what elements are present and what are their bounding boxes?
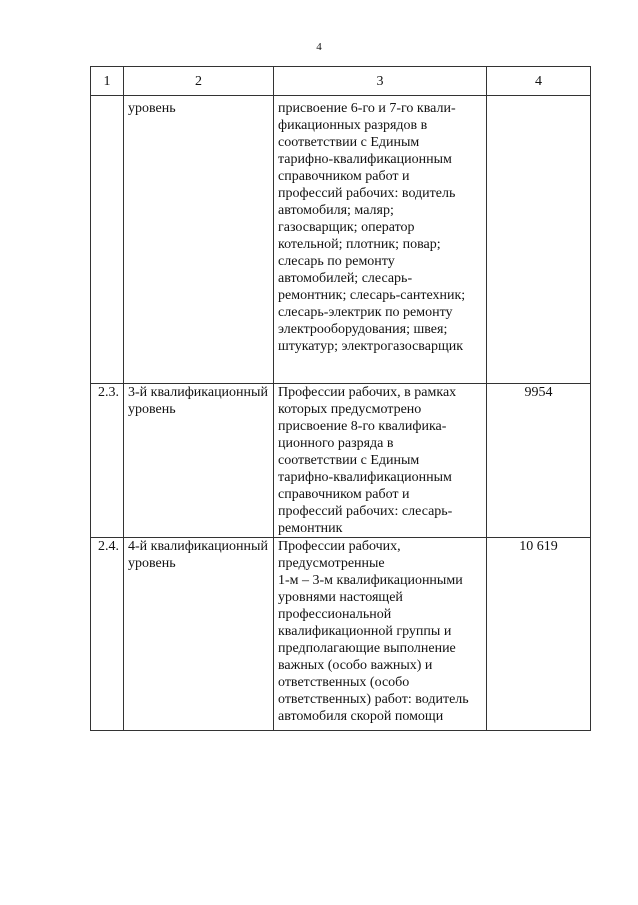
description-line: котельной; плотник; повар; — [278, 237, 441, 252]
table-row — [91, 384, 591, 538]
description-line: которых предусмотрено — [278, 402, 422, 417]
description-line: справочником работ и — [278, 169, 410, 184]
description-line: важных (особо важных) и — [278, 658, 433, 673]
table-row — [91, 538, 591, 731]
profession-description — [274, 384, 487, 538]
column-header: 1 — [91, 67, 124, 96]
profession-description — [274, 96, 487, 384]
description-line: ремонтник; слесарь-сантехник; — [278, 288, 466, 303]
salary-value — [487, 96, 591, 384]
page-number: 4 — [316, 41, 322, 53]
qualification-level: 4-й квалификационный уровень — [124, 538, 274, 731]
row-number: 2.3. — [91, 384, 124, 538]
description-line: штукатур; электрогазосварщик — [278, 339, 464, 354]
description-line: ционного разряда в — [278, 436, 394, 451]
description-line: соответствии с Единым — [278, 453, 420, 468]
description-line: профессий рабочих: слесарь- — [278, 504, 453, 519]
description-line: справочником работ и — [278, 487, 410, 502]
table-header-row — [91, 67, 591, 96]
description-line: ремонтник — [278, 521, 343, 536]
description-line: предполагающие выполнение — [278, 641, 456, 656]
description-line: соответствии с Единым — [278, 135, 420, 150]
description-line: присвоение 6-го и 7-го квали- — [278, 101, 456, 116]
description-line: 1-м – 3-м квалификационными — [278, 573, 463, 588]
salary-value: 9954 — [487, 384, 591, 538]
description-line: предусмотренные — [278, 556, 385, 571]
description-line: ответственных) работ: водитель — [278, 692, 469, 707]
qualification-level: уровень — [124, 96, 274, 384]
description-line: профессий рабочих: водитель — [278, 186, 456, 201]
salary-table — [90, 66, 591, 731]
column-header: 3 — [274, 67, 487, 96]
row-number: 2.4. — [91, 538, 124, 731]
description-line: электрооборудования; швея; — [278, 322, 448, 337]
column-header: 4 — [487, 67, 591, 96]
description-line: автомобиля; маляр; — [278, 203, 394, 218]
row-number — [91, 96, 124, 384]
description-line: профессиональной — [278, 607, 392, 622]
description-line: уровнями настоящей — [278, 590, 403, 605]
description-line: тарифно-квалификационным — [278, 470, 452, 485]
salary-value: 10 619 — [487, 538, 591, 731]
description-line: автомобилей; слесарь- — [278, 271, 413, 286]
description-line: ответственных (особо — [278, 675, 410, 690]
description-line: фикационных разрядов в — [278, 118, 428, 133]
description-line: слесарь-электрик по ремонту — [278, 305, 453, 320]
description-line: Профессии рабочих, — [278, 539, 401, 554]
table-row — [91, 96, 591, 384]
description-line: квалификационной группы и — [278, 624, 452, 639]
description-line: тарифно-квалификационным — [278, 152, 452, 167]
description-line: слесарь по ремонту — [278, 254, 395, 269]
description-line: присвоение 8-го квалифика- — [278, 419, 447, 434]
description-line: газосварщик; оператор — [278, 220, 415, 235]
description-line: Профессии рабочих, в рамках — [278, 385, 457, 400]
description-line: автомобиля скорой помощи — [278, 709, 444, 724]
qualification-level: 3-й квалификационный уровень — [124, 384, 274, 538]
profession-description — [274, 538, 487, 731]
column-header: 2 — [124, 67, 274, 96]
